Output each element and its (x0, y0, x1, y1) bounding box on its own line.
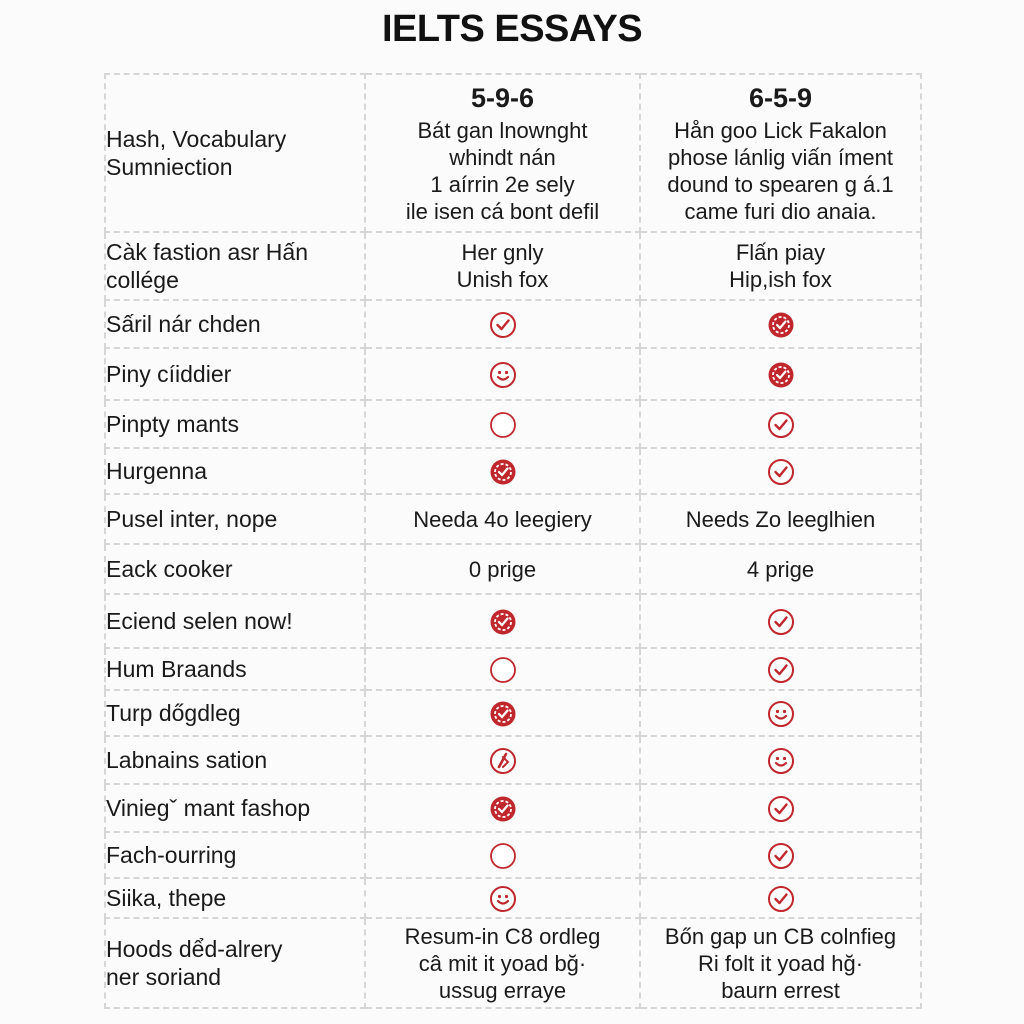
header-col-a (365, 74, 640, 232)
row-cell-a (365, 232, 640, 300)
table-row (105, 784, 921, 832)
row-label: Sấril nár chden (106, 311, 261, 337)
row-label: Hum Braands (106, 656, 247, 682)
row-cell-a (365, 300, 640, 348)
header-label: Hash, Vocabulary Sumniection (106, 126, 287, 180)
table-row (105, 736, 921, 784)
table-row (105, 594, 921, 648)
row-label-cell (105, 832, 365, 878)
row-label-cell (105, 232, 365, 300)
row-label: Siika, thepe (106, 885, 227, 911)
badge-filled-icon (489, 700, 517, 728)
check-circle-icon (767, 458, 795, 486)
badge-filled-icon (767, 311, 795, 339)
table-row (105, 878, 921, 918)
row-label-cell (105, 918, 365, 1008)
header-label-cell (105, 74, 365, 232)
row-cell-a (365, 878, 640, 918)
table-row (105, 648, 921, 690)
slash-circle-icon (489, 747, 517, 775)
row-cell-a (365, 544, 640, 594)
page-title: IELTS ESSAYS (381, 8, 643, 50)
row-cell-a (365, 784, 640, 832)
smiley-circle-icon (489, 885, 517, 913)
row-cell-b (640, 736, 921, 784)
row-cell-b (640, 448, 921, 494)
row-cell-b (640, 690, 921, 736)
empty-circle-icon (489, 656, 517, 684)
row-cell-b (640, 648, 921, 690)
smiley-circle-icon (767, 747, 795, 775)
table-row (105, 690, 921, 736)
row-label-cell (105, 690, 365, 736)
row-label: Turp dőgdleg (106, 700, 241, 726)
row-cell-a (365, 348, 640, 400)
row-label-cell (105, 348, 365, 400)
row-label-cell (105, 300, 365, 348)
check-circle-icon (767, 656, 795, 684)
smiley-circle-icon (489, 361, 517, 389)
cell-text: Needa 4o leegiery (413, 506, 592, 532)
row-cell-b (640, 878, 921, 918)
row-label: Pinpty mants (106, 411, 239, 437)
row-label-cell (105, 494, 365, 544)
row-label: Pusel inter, nope (106, 506, 278, 532)
table-row (105, 494, 921, 544)
row-cell-a (365, 832, 640, 878)
row-label-cell (105, 400, 365, 448)
row-cell-b (640, 918, 921, 1008)
table-row (105, 400, 921, 448)
table-header-row (105, 74, 921, 232)
row-label: Piny cíiddier (106, 361, 232, 387)
row-label: Càk fastion asr Hấn collége (106, 239, 308, 293)
row-label-cell (105, 736, 365, 784)
cell-text: Bőn gap un CB colnfieg Ri folt it yoad hğ· baurn errest (664, 923, 897, 1003)
table-row (105, 348, 921, 400)
table-row (105, 918, 921, 1008)
check-circle-icon (767, 842, 795, 870)
empty-circle-icon (489, 411, 517, 439)
row-cell-a (365, 690, 640, 736)
check-circle-icon (767, 608, 795, 636)
table-row (105, 232, 921, 300)
cell-text: Her gnly Unish fox (456, 240, 549, 292)
badge-filled-icon (767, 361, 795, 389)
row-label-cell (105, 594, 365, 648)
row-cell-a (365, 648, 640, 690)
row-label: Hoods dểd-alrery ner soriand (106, 936, 283, 990)
row-cell-a (365, 494, 640, 544)
row-label: Viniegˇ mant fashop (106, 795, 311, 821)
row-cell-b (640, 594, 921, 648)
col-b-description: Hån goo Lick Fakalon phose lánlig viấn íment dound to spearen g á.1 came furi dio anaia. (667, 118, 894, 224)
row-cell-b (640, 300, 921, 348)
table-row (105, 300, 921, 348)
row-cell-b (640, 544, 921, 594)
row-cell-a (365, 400, 640, 448)
row-label: Fach-ourring (106, 842, 237, 868)
empty-circle-icon (489, 842, 517, 870)
col-a-code: 5-9-6 (470, 83, 535, 113)
table-row (105, 832, 921, 878)
cell-text: Resum-in C8 ordleg câ mit it yoad bğ· ussug erraye (404, 923, 601, 1003)
row-label-cell (105, 448, 365, 494)
cell-text: Flấn piay Hip,ish fox (729, 240, 832, 292)
row-cell-b (640, 400, 921, 448)
check-circle-icon (767, 885, 795, 913)
cell-text: 4 prige (746, 556, 815, 582)
check-circle-icon (767, 411, 795, 439)
check-circle-icon (767, 795, 795, 823)
row-label-cell (105, 544, 365, 594)
header-col-b (640, 74, 921, 232)
cell-text: Needs Zo leeglhien (685, 506, 876, 532)
row-label: Eack cooker (106, 556, 233, 582)
row-cell-a (365, 448, 640, 494)
col-a-description: Bát gan lnownght whindt nán 1 aírrin 2e sely ile isen cá bont defil (405, 118, 600, 224)
comparison-table (104, 73, 922, 1009)
row-cell-a (365, 594, 640, 648)
row-cell-b (640, 494, 921, 544)
table-body (105, 74, 921, 1008)
col-b-code: 6-5-9 (748, 83, 813, 113)
row-cell-b (640, 832, 921, 878)
badge-filled-icon (489, 795, 517, 823)
badge-filled-icon (489, 458, 517, 486)
row-label: Labnains sation (106, 747, 268, 773)
row-cell-a (365, 918, 640, 1008)
smiley-circle-icon (767, 700, 795, 728)
row-cell-b (640, 348, 921, 400)
row-label: Hurgenna (106, 458, 208, 484)
cell-text: 0 prige (468, 556, 537, 582)
row-label-cell (105, 648, 365, 690)
badge-filled-icon (489, 608, 517, 636)
row-label: Eciend selen now! (106, 608, 293, 634)
row-cell-b (640, 784, 921, 832)
row-cell-a (365, 736, 640, 784)
check-circle-icon (489, 311, 517, 339)
row-label-cell (105, 784, 365, 832)
table-row (105, 448, 921, 494)
table-row (105, 544, 921, 594)
row-cell-b (640, 232, 921, 300)
row-label-cell (105, 878, 365, 918)
